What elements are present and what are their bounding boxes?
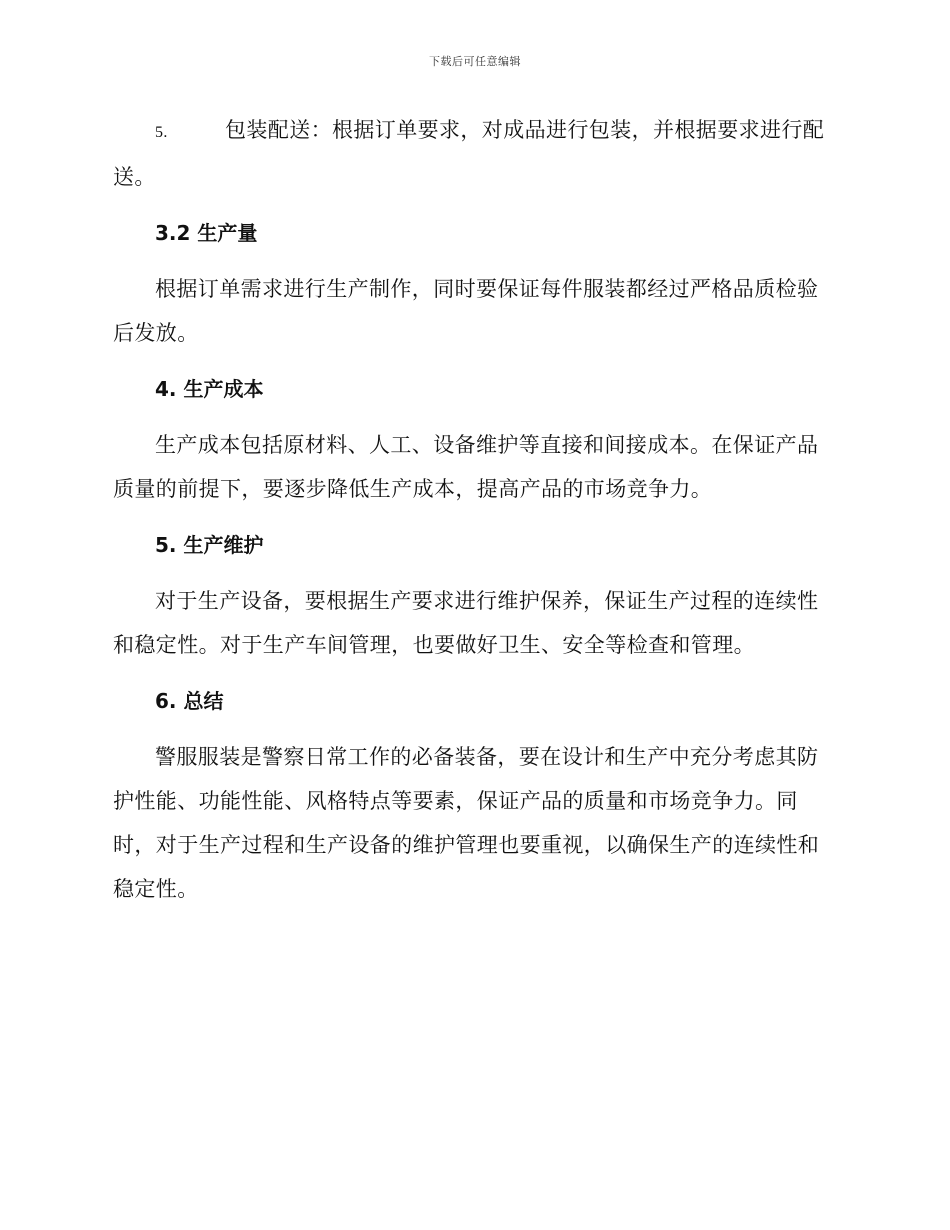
section-heading-6: 6. 总结 xyxy=(155,689,224,713)
document-body xyxy=(113,108,833,923)
list-item-5 xyxy=(113,108,833,199)
section-paragraph-6: 警服服装是警察日常工作的必备装备，要在设计和生产中充分考虑其防护性能、功能性能、风格特点等要素，保证产品的质量和市场竞争力。同时，对于生产过程和生产设备的维护管理也要重视，以确保生产的连续性和稳定性。 xyxy=(113,745,820,901)
section-paragraph-4: 生产成本包括原材料、人工、设备维护等直接和间接成本。在保证产品质量的前提下，要逐步降低生产成本，提高产品的市场竞争力。 xyxy=(113,433,819,501)
section-heading-4: 4. 生产成本 xyxy=(155,377,264,401)
list-item-number: 5. xyxy=(155,124,168,141)
section-paragraph-3-2: 根据订单需求进行生产制作，同时要保证每件服装都经过严格品质检验后发放。 xyxy=(113,277,819,345)
page-header: 下载后可任意编辑 xyxy=(429,55,521,68)
list-item-text-line1: 包装配送：根据订单要求，对成品进行包装，并根据要求进行配 xyxy=(225,118,825,142)
section-heading-5: 5. 生产维护 xyxy=(155,533,264,557)
list-item-text-line2: 送。 xyxy=(113,165,156,189)
section-heading-3-2: 3.2 生产量 xyxy=(155,221,258,245)
section-paragraph-5: 对于生产设备，要根据生产要求进行维护保养，保证生产过程的连续性和稳定性。对于生产车间管理，也要做好卫生、安全等检查和管理。 xyxy=(113,589,819,657)
